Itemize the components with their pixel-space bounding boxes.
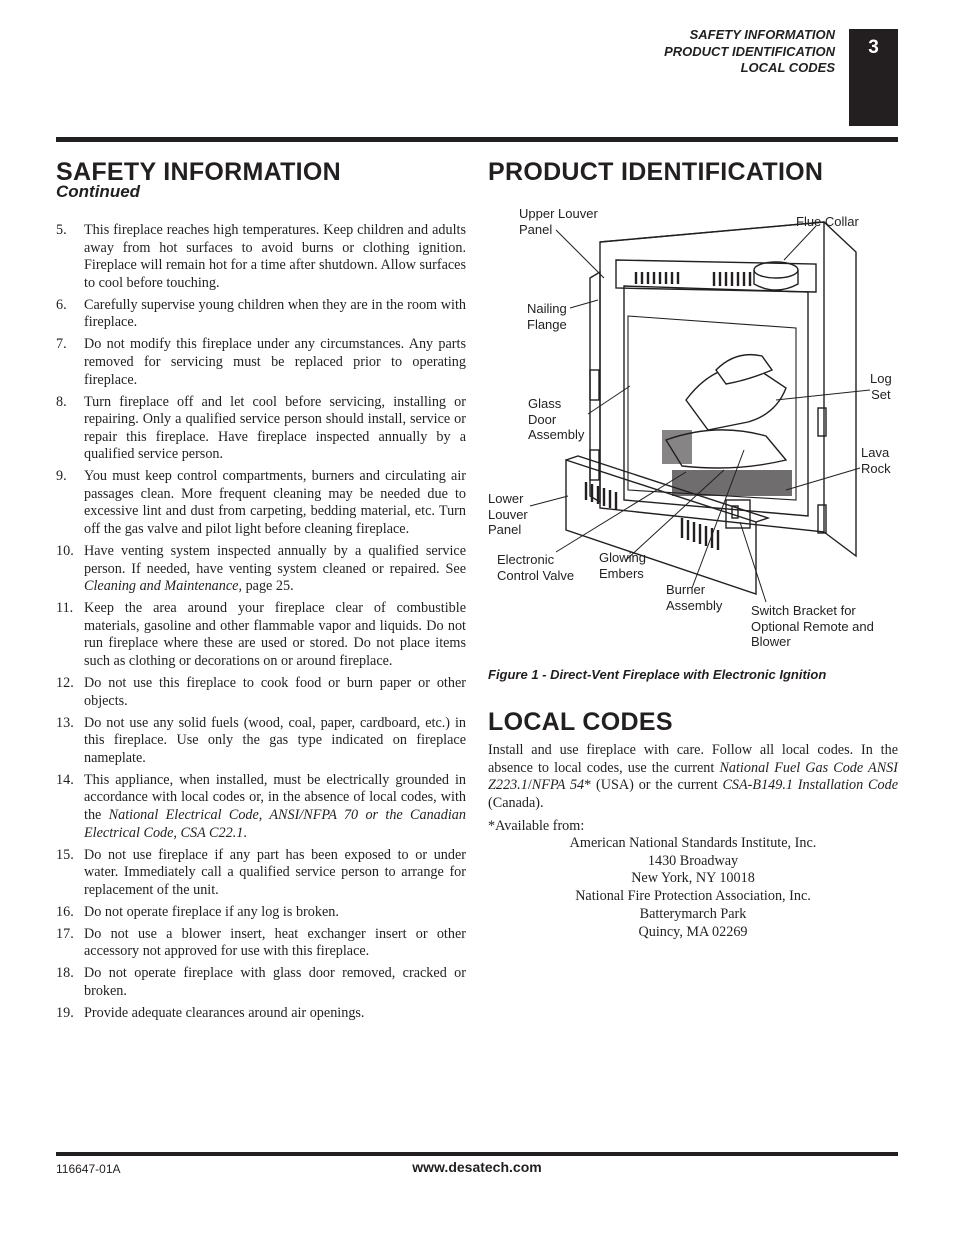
side-tab bbox=[818, 408, 826, 436]
list-item bbox=[56, 468, 466, 538]
list-item bbox=[56, 926, 466, 961]
code-reference: NFPA 54 bbox=[531, 777, 585, 794]
address-line: 1430 Broadway bbox=[647, 852, 739, 869]
address-line: Quincy, MA 02269 bbox=[638, 923, 748, 940]
item-number: 7. bbox=[56, 336, 67, 353]
item-number: 9. bbox=[56, 468, 67, 485]
item-text: Do not operate fireplace if any log is broken. bbox=[84, 903, 339, 920]
footer-rule bbox=[56, 1152, 898, 1156]
item-number: 14. bbox=[56, 771, 74, 788]
paragraph-text: Install and use fireplace with care. Follow all local codes. In the absence to local codes, use the current bbox=[488, 742, 898, 776]
product-title: PRODUCT IDENTIFICATION bbox=[488, 158, 824, 186]
safety-title: SAFETY INFORMATION bbox=[56, 158, 342, 186]
label-lava-rock: Lava Rock bbox=[861, 445, 891, 476]
item-text: Do not operate fireplace with glass door removed, cracked or broken. bbox=[84, 965, 466, 999]
item-number: 13. bbox=[56, 714, 74, 731]
list-item bbox=[56, 965, 466, 1000]
item-number: 15. bbox=[56, 846, 74, 863]
header-tag: SAFETY INFORMATION bbox=[689, 27, 835, 42]
address-block bbox=[488, 835, 898, 941]
figure-caption: Figure 1 - Direct-Vent Fireplace with Electronic Ignition bbox=[488, 667, 827, 682]
item-number: 11. bbox=[56, 600, 74, 617]
document-id: 116647-01A bbox=[56, 1162, 121, 1176]
side-tab bbox=[818, 505, 826, 533]
list-item bbox=[56, 1005, 466, 1023]
list-item bbox=[56, 394, 466, 464]
item-text: Provide adequate clearances around air openings. bbox=[84, 1004, 365, 1021]
safety-subtitle: Continued bbox=[56, 182, 141, 201]
address-line: National Fire Protection Association, Inc. bbox=[575, 888, 811, 905]
item-number: 6. bbox=[56, 296, 67, 313]
local-codes-title: LOCAL CODES bbox=[488, 708, 673, 736]
label-upper-louver-panel: Upper Louver Panel bbox=[519, 206, 598, 237]
page-number-tab: 3 bbox=[849, 29, 898, 126]
list-item bbox=[56, 222, 466, 292]
paragraph-text: (Canada). bbox=[488, 794, 544, 811]
item-number: 8. bbox=[56, 393, 67, 410]
header-section-tags bbox=[664, 27, 835, 77]
flue-collar-side bbox=[754, 270, 798, 290]
list-item bbox=[56, 772, 466, 842]
label-log-set: Log Set bbox=[870, 371, 892, 402]
item-text: Do not modify this fireplace under any circumstances. Any parts removed for servicing must be replaced prior to operating fireplace. bbox=[84, 336, 466, 388]
address-line: New York, NY 10018 bbox=[631, 870, 755, 887]
item-number: 16. bbox=[56, 903, 74, 920]
address-line: American National Standards Institute, Inc. bbox=[569, 835, 817, 851]
paragraph-text: * (USA) or the current bbox=[584, 777, 723, 794]
local-codes-paragraph bbox=[488, 742, 898, 812]
label-burner-assembly: Burner Assembly bbox=[666, 582, 723, 613]
item-number: 10. bbox=[56, 543, 74, 560]
item-text-after: page 25. bbox=[242, 578, 294, 595]
list-item bbox=[56, 847, 466, 900]
list-item bbox=[56, 600, 466, 670]
address-line: Batterymarch Park bbox=[639, 905, 747, 922]
item-text-after: . bbox=[243, 824, 247, 841]
list-item bbox=[56, 543, 466, 596]
item-text-italic: National Electrical Code, ANSI/NFPA 70 or the Canadian Electrical Code, CSA C22.1 bbox=[84, 806, 466, 841]
item-text: You must keep control compartments, burners and circulating air passages clean. More frequent cleaning may be needed due to excessive lint and dust from carpeting, bedding material, etc. Turn off the gas valve and pilot light before cleaning fireplace. bbox=[84, 468, 466, 538]
item-text-italic: Cleaning and Maintenance, bbox=[84, 578, 243, 595]
label-electronic-control-valve: Electronic Control Valve bbox=[497, 552, 575, 583]
list-item bbox=[56, 297, 466, 332]
list-item bbox=[56, 904, 466, 922]
item-number: 18. bbox=[56, 965, 74, 982]
list-item bbox=[56, 336, 466, 389]
label-glowing-embers: Glowing Embers bbox=[599, 550, 646, 581]
item-text: Keep the area around your fireplace clear of combustible materials, gasoline and other flammable vapor and liquids. Do not run fireplace where these are used or stored. Do not place items such as clothing or decorations on or around fireplace. bbox=[84, 600, 466, 669]
flue-collar bbox=[754, 262, 798, 278]
item-text: Do not use fireplace if any part has been exposed to or under water. Immediately call a qualified service person to arrange for replacement of the unit. bbox=[84, 846, 466, 898]
item-number: 17. bbox=[56, 925, 74, 942]
label-nailing-flange: Nailing Flange bbox=[527, 301, 567, 332]
item-text: Turn fireplace off and let cool before servicing, installing or repairing. Only a qualified service person should install, service or repair this fireplace. Have fireplace inspected annually by a qualified service person. bbox=[84, 393, 466, 463]
paragraph-text: / bbox=[527, 777, 532, 794]
flange-tab bbox=[590, 370, 599, 400]
item-number: 19. bbox=[56, 1004, 74, 1021]
label-lower-louver-panel: Lower Louver Panel bbox=[488, 491, 528, 537]
label-flue-collar: Flue Collar bbox=[796, 214, 859, 229]
header-tag: PRODUCT IDENTIFICATION bbox=[664, 43, 835, 59]
fireplace-diagram bbox=[486, 200, 898, 660]
item-text: Do not use this fireplace to cook food or burn paper or other objects. bbox=[84, 674, 466, 709]
label-switch-bracket: Switch Bracket for Optional Remote and Blower bbox=[751, 603, 874, 649]
item-number: 12. bbox=[56, 674, 74, 691]
list-item bbox=[56, 675, 466, 710]
item-text: This appliance, when installed, must be electrically grounded in accordance with local codes or, in the absence of local codes, with the bbox=[84, 771, 466, 823]
label-glass-door-assembly: Glass Door Assembly bbox=[528, 396, 585, 442]
flange-tab bbox=[590, 450, 599, 480]
header-tag: LOCAL CODES bbox=[740, 60, 835, 75]
item-text: Do not use any solid fuels (wood, coal, paper, cardboard, etc.) in this fireplace. Use only the gas type indicated on fireplace nameplate. bbox=[84, 714, 466, 766]
header-rule bbox=[56, 137, 898, 142]
safety-list bbox=[56, 222, 466, 1027]
website-link[interactable]: www.desatech.com bbox=[412, 1159, 542, 1175]
code-reference: National Fuel Gas Code ANSI Z223.1 bbox=[488, 759, 898, 794]
item-text: Carefully supervise young children when they are in the room with fireplace. bbox=[84, 296, 466, 331]
item-number: 5. bbox=[56, 222, 67, 238]
available-from: *Available from: bbox=[488, 818, 585, 834]
item-text: Do not use a blower insert, heat exchanger insert or other accessory not approved for use with this fireplace. bbox=[84, 925, 466, 960]
list-item bbox=[56, 715, 466, 768]
item-text: This fireplace reaches high temperatures. Keep children and adults away from hot surfaces to avoid burns or clothing ignition. Fireplace will remain hot for a time after shutdown. Allow surfaces to cool before touching. bbox=[84, 222, 466, 291]
item-text: Have venting system inspected annually by a qualified service person. If needed, have venting system cleaned or repaired. See bbox=[84, 543, 466, 577]
code-reference: CSA-B149.1 Installation Code bbox=[722, 777, 898, 794]
